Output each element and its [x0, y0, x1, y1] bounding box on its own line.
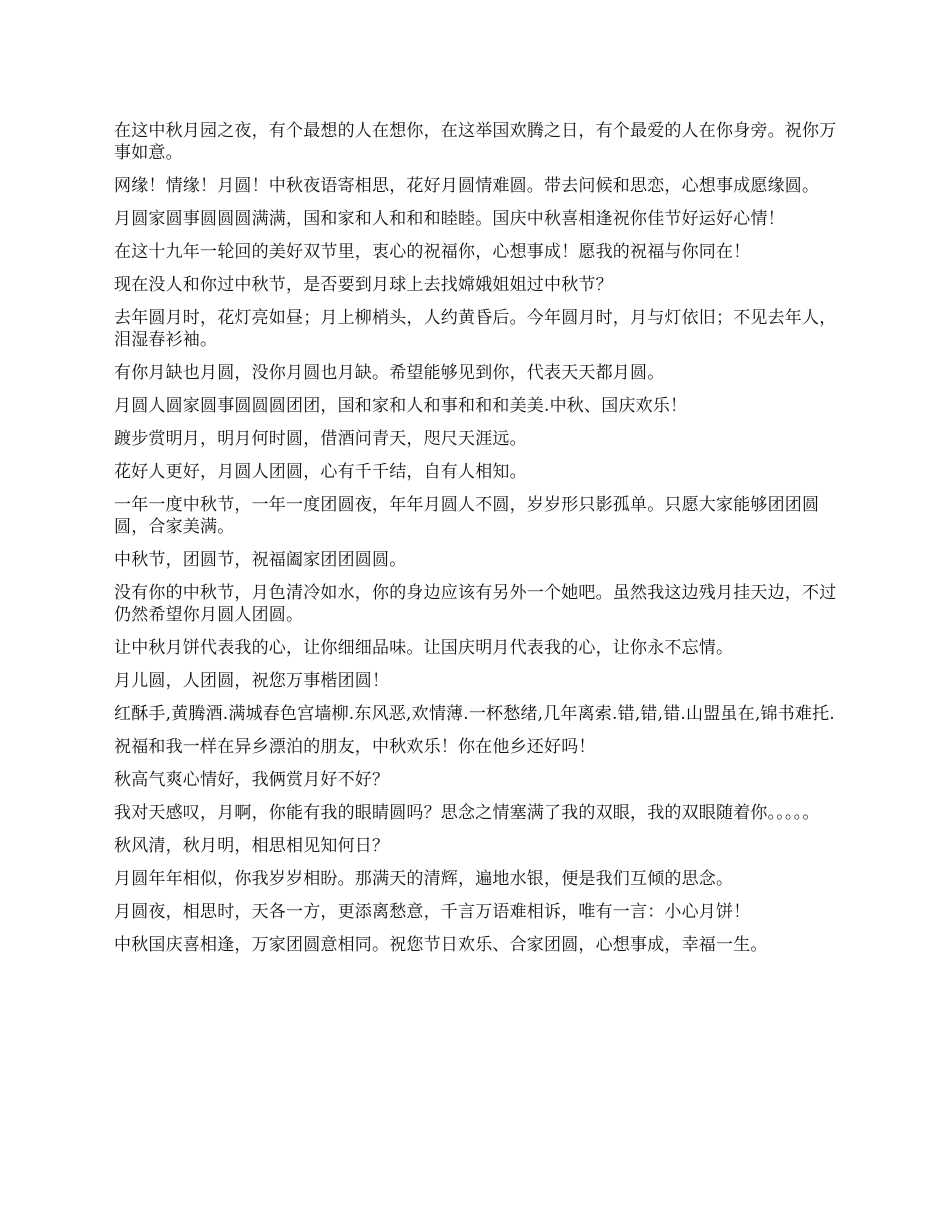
paragraph: 秋高气爽心情好，我俩赏月好不好？: [114, 770, 390, 790]
paragraph: 踱步赏明月，明月何时圆，借酒问青天，咫尺天涯远。: [114, 429, 527, 449]
paragraph: 没有你的中秋节，月色清冷如水，你的身边应该有另外一个她吧。虽然我这边残月挂天边，不过仍然希望你月圆人团圆。: [114, 583, 837, 625]
paragraph: 秋风清，秋月明，相思相见知何日？: [114, 836, 390, 856]
paragraph: 网缘！情缘！月圆！中秋夜语寄相思，花好月圆情难圆。带去问候和思恋，心想事成愿缘圆。: [114, 176, 820, 196]
paragraph: 月圆夜，相思时，天各一方，更添离愁意，千言万语难相诉，唯有一言：小心月饼！: [114, 902, 751, 922]
paragraph: 月圆人圆家圆事圆圆圆团团，国和家和人和事和和和美美.中秋、国庆欢乐！: [114, 396, 688, 416]
paragraph: 花好人更好，月圆人团圆，心有千千结，自有人相知。: [114, 462, 527, 482]
paragraph: 祝福和我一样在异乡漂泊的朋友，中秋欢乐！你在他乡还好吗！: [114, 737, 596, 757]
paragraph: 月儿圆，人团圆，祝您万事楷团圆！: [114, 671, 390, 691]
paragraph: 月圆家圆事圆圆圆满满，国和家和人和和和睦睦。国庆中秋喜相逢祝你佳节好运好心情！: [114, 209, 785, 229]
paragraph: 现在没人和你过中秋节，是否要到月球上去找嫦娥姐姐过中秋节？: [114, 275, 613, 295]
paragraph: 红酥手,黄腾酒.满城春色宫墙柳.东风恶,欢情薄.一杯愁绪,几年离索.错,错,错.山盟虽在,锦书难托.: [114, 704, 835, 724]
paragraph: 在这十九年一轮回的美好双节里，衷心的祝福你，心想事成！愿我的祝福与你同在！: [114, 242, 751, 262]
paragraph: 我对天感叹，月啊，你能有我的眼睛圆吗？思念之情塞满了我的双眼，我的双眼随着你。。。。。: [114, 803, 820, 823]
paragraph: 一年一度中秋节，一年一度团圆夜，年年月圆人不圆，岁岁形只影孤单。只愿大家能够团团圆圆，合家美满。: [114, 495, 820, 537]
paragraph: 中秋节，团圆节，祝福阖家团团圆圆。: [114, 550, 407, 570]
document-body: [114, 120, 840, 967]
paragraph: 在这中秋月园之夜，有个最想的人在想你，在这举国欢腾之日，有个最爱的人在你身旁。祝你万事如意。: [114, 121, 837, 163]
paragraph: 让中秋月饼代表我的心，让你细细品味。让国庆明月代表我的心，让你永不忘情。: [114, 638, 734, 658]
paragraph: 去年圆月时，花灯亮如昼；月上柳梢头，人约黄昏后。今年圆月时，月与灯依旧；不见去年人，泪湿春衫袖。: [114, 308, 837, 350]
paragraph: 月圆年年相似，你我岁岁相盼。那满天的清辉，遍地水银，便是我们互倾的思念。: [114, 869, 734, 889]
paragraph: 有你月缺也月圆，没你月圆也月缺。希望能够见到你，代表天天都月圆。: [114, 363, 665, 383]
paragraph: 中秋国庆喜相逢，万家团圆意相同。祝您节日欢乐、合家团圆，心想事成，幸福一生。: [114, 935, 768, 955]
